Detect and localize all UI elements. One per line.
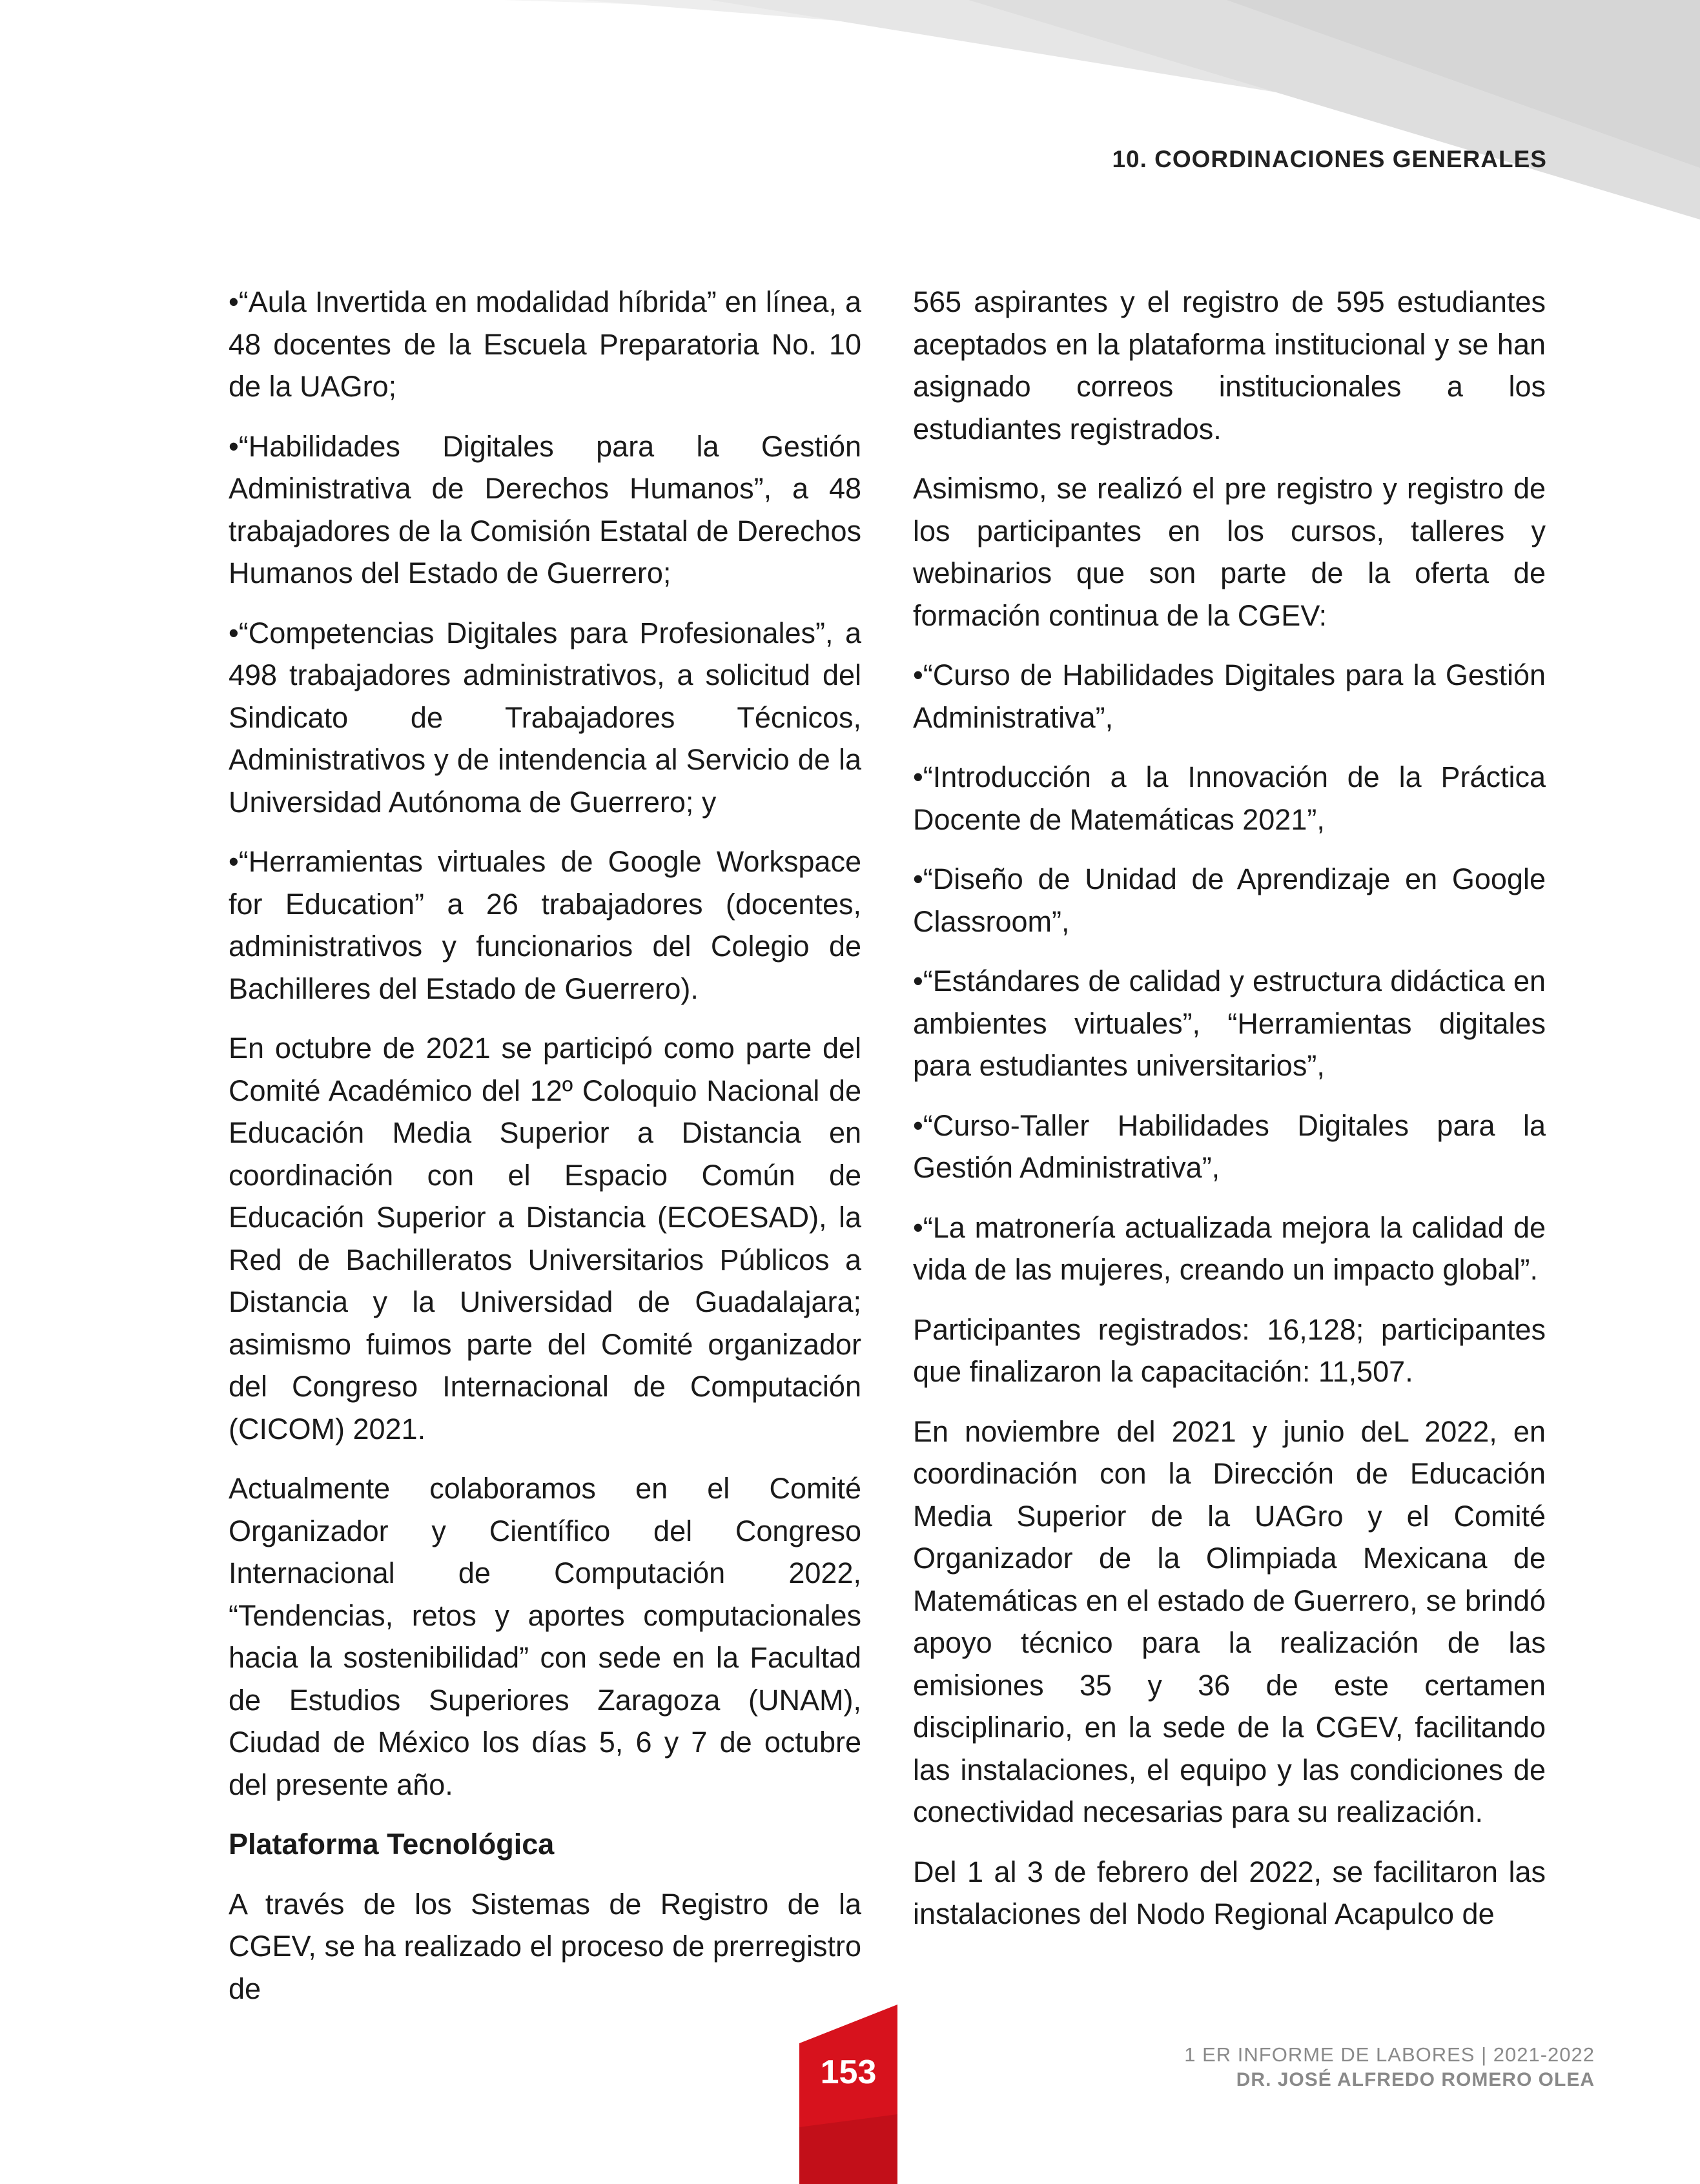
- bullet-matroneria: •“La matronería actualizada mejora la calidad de vida de las mujeres, creando un impacto global”.: [913, 1210, 1546, 1286]
- left-column: [229, 281, 861, 2027]
- page-number: 153: [820, 2054, 877, 2091]
- paragraph-participantes: Participantes registrados: 16,128; participantes que finalizaron la capacitación: 11,507.: [913, 1312, 1546, 1388]
- bullet-aula-invertida: •“Aula Invertida en modalidad híbrida” en línea, a 48 docentes de la Escuela Preparatoria No. 10 de la UAGro;: [229, 285, 861, 403]
- paragraph-pre-registro: Asimismo, se realizó el pre registro y registro de los participantes en los cursos, talleres y webinarios que son parte de la oferta de formación continua de la CGEV:: [913, 472, 1546, 632]
- paragraph-congreso: Actualmente colaboramos en el Comité Organizador y Científico del Congreso Internacional de Computación 2022, “Tendencias, retos y aportes computacionales hacia la sostenibilidad” con sede en la Facultad de Estudios Superiores Zaragoza (UNAM), Ciudad de México los días 5, 6 y 7 de octubre del presente año.: [229, 1472, 861, 1801]
- paragraph-febrero: Del 1 al 3 de febrero del 2022, se facilitaron las instalaciones del Nodo Regional Acapulco de: [913, 1855, 1546, 1930]
- right-column: [913, 281, 1546, 1953]
- bullet-estandares-calidad: •“Estándares de calidad y estructura didáctica en ambientes virtuales”, “Herramientas digitales para estudiantes universitarios”,: [913, 964, 1546, 1082]
- paragraph-aspirantes: 565 aspirantes y el registro de 595 estudiantes aceptados en la plataforma institucional y se han asignado correos institucionales a los estudiantes registrados.: [913, 285, 1546, 445]
- bullet-curso-taller: •“Curso-Taller Habilidades Digitales para la Gestión Administrativa”,: [913, 1108, 1546, 1184]
- author-name: DR. JOSÉ ALFREDO ROMERO OLEA: [1236, 2069, 1595, 2090]
- bullet-herramientas-google: •“Herramientas virtuales de Google Workspace for Education” a 26 trabajadores (docentes, administrativos y funcionarios del Colegio de Bachilleres del Estado de Guerrero).: [229, 845, 861, 1005]
- section-title: 10. COORDINACIONES GENERALES: [1112, 146, 1547, 172]
- report-title: 1 ER INFORME DE LABORES | 2021-2022: [1184, 2043, 1595, 2066]
- bullet-habilidades-derechos-humanos: •“Habilidades Digitales para la Gestión Administrativa de Derechos Humanos”, a 48 trabajadores de la Comisión Estatal de Derechos Humanos del Estado de Guerrero;: [229, 429, 861, 589]
- paragraph-registro: A través de los Sistemas de Registro de la CGEV, se ha realizado el proceso de prerregistro de: [229, 1887, 861, 2005]
- bullet-curso-habilidades: •“Curso de Habilidades Digitales para la Gestión Administrativa”,: [913, 658, 1546, 734]
- header-decoration: [0, 0, 1700, 232]
- paragraph-coloquio: En octubre de 2021 se participó como parte del Comité Académico del 12º Coloquio Nacional de Educación Media Superior a Distancia en coordinación con el Espacio Común de Educación Superior a Distancia (ECOESAD), la Red de Bachilleratos Universitarios Públicos a Distancia y la Universidad de Guadalajara; asimismo fuimos parte del Comité organizador del Congreso Internacional de Computación (CICOM) 2021.: [229, 1032, 861, 1445]
- bullet-classroom: •“Diseño de Unidad de Aprendizaje en Google Classroom”,: [913, 862, 1546, 938]
- page-number-tab: [799, 2005, 897, 2184]
- heading-plataforma: Plataforma Tecnológica: [229, 1828, 555, 1861]
- paragraph-olimpiada: En noviembre del 2021 y junio deL 2022, en coordinación con la Dirección de Educación Media Superior de la UAGro y el Comité Organizador de la Olimpiada Mexicana de Matemáticas en el estado de Guerrero, se brindó apoyo técnico para la realización de las emisiones 35 y 36 de este certamen disciplinario, en la sede de la CGEV, facilitando las instalaciones, el equipo y las condiciones de conectividad necesarias para su realización.: [913, 1414, 1546, 1828]
- bullet-innovacion-matematicas: •“Introducción a la Innovación de la Práctica Docente de Matemáticas 2021”,: [913, 760, 1546, 836]
- bullet-competencias-digitales: •“Competencias Digitales para Profesionales”, a 498 trabajadores administrativos, a solicitud del Sindicato de Trabajadores Técnicos, Administrativos y de intendencia al Servicio de la Universidad Autónoma de Guerrero; y: [229, 616, 861, 819]
